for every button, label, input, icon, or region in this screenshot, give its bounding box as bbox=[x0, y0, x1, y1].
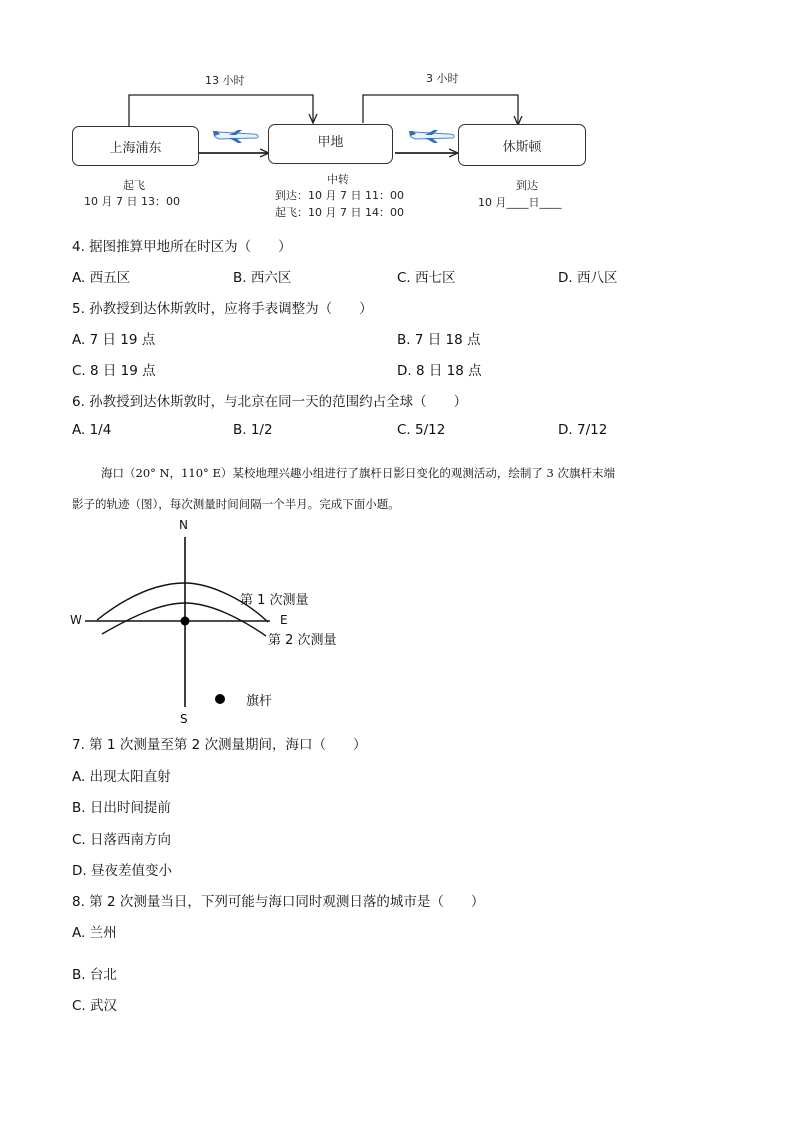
q4-option-d: D. 西八区 bbox=[558, 270, 618, 286]
q4-option-a: A. 西五区 bbox=[72, 270, 131, 286]
q4-option-b: B. 西六区 bbox=[233, 270, 292, 286]
q6-option-a: A. 1/4 bbox=[72, 422, 112, 438]
west-label: W bbox=[70, 613, 82, 627]
q7-option-b: B. 日出时间提前 bbox=[72, 800, 171, 816]
q7-stem: 7. 第 1 次测量至第 2 次测量期间，海口（ ） bbox=[72, 737, 367, 753]
shanghai-note-time: 10 月 7 日 13：00 bbox=[84, 195, 180, 208]
q4-option-c: C. 西七区 bbox=[397, 270, 456, 286]
q4-stem: 4. 据图推算甲地所在时区为（ ） bbox=[72, 239, 292, 255]
arrow-3h-label: 3 小时 bbox=[426, 72, 459, 85]
q5-stem: 5. 孙教授到达休斯敦时，应将手表调整为（ ） bbox=[72, 301, 373, 317]
flagpole-legend-label: 旗杆 bbox=[246, 694, 273, 709]
jiadi-note-transfer: 中转 bbox=[327, 173, 349, 186]
q5-option-d: D. 8 日 18 点 bbox=[397, 363, 482, 379]
q6-stem: 6. 孙教授到达休斯敦时，与北京在同一天的范围约占全球（ ） bbox=[72, 394, 468, 410]
airplane-icon bbox=[213, 130, 258, 143]
q6-option-c: C. 5/12 bbox=[397, 422, 446, 438]
box-houston-label: 休斯顿 bbox=[502, 139, 542, 155]
box-shanghai-label: 上海浦东 bbox=[109, 140, 162, 156]
houston-note-time: 10 月____日____ bbox=[478, 196, 562, 209]
q6-option-d: D. 7/12 bbox=[558, 422, 608, 438]
q8-option-b: B. 台北 bbox=[72, 967, 117, 983]
east-label: E bbox=[280, 613, 288, 627]
legend-flagpole-dot bbox=[215, 694, 225, 704]
jiadi-note-arrive: 到达：10 月 7 日 11：00 bbox=[275, 189, 404, 202]
q6-option-b: B. 1/2 bbox=[233, 422, 273, 438]
q8-option-a: A. 兰州 bbox=[72, 925, 117, 941]
q8-stem: 8. 第 2 次测量当日，下列可能与海口同时观测日落的城市是（ ） bbox=[72, 894, 485, 910]
houston-note-arrive: 到达 bbox=[516, 179, 538, 192]
shanghai-note-takeoff: 起飞 bbox=[123, 179, 145, 192]
q7-option-a: A. 出现太阳直射 bbox=[72, 769, 171, 785]
box-jiadi bbox=[268, 124, 393, 164]
box-houston bbox=[458, 124, 586, 166]
box-shanghai bbox=[72, 126, 199, 166]
q7-option-c: C. 日落西南方向 bbox=[72, 832, 172, 848]
q5-option-a: A. 7 日 19 点 bbox=[72, 332, 156, 348]
north-label: N bbox=[179, 518, 188, 532]
q5-option-c: C. 8 日 19 点 bbox=[72, 363, 156, 379]
q7-option-d: D. 昼夜差值变小 bbox=[72, 863, 172, 879]
box-jiadi-label: 甲地 bbox=[317, 135, 344, 150]
passage-line-2: 影子的轨迹（图），每次测量时间间隔一个半月。完成下面小题。 bbox=[72, 497, 400, 511]
jiadi-note-depart: 起飞：10 月 7 日 14：00 bbox=[275, 206, 404, 219]
curve-1-label: 第 1 次测量 bbox=[240, 593, 309, 608]
south-label: S bbox=[180, 712, 188, 726]
passage-line-1: 海口（20° N，110° E）某校地理兴趣小组进行了旗杆日影日变化的观测活动，绘制了 3 次旗杆末端 bbox=[101, 466, 615, 480]
q5-option-b: B. 7 日 18 点 bbox=[397, 332, 481, 348]
bracket-arrow-13h bbox=[129, 95, 313, 126]
arrow-13h-label: 13 小时 bbox=[205, 74, 245, 87]
bracket-arrow-3h bbox=[363, 95, 518, 124]
curve-2-label: 第 2 次测量 bbox=[268, 633, 337, 648]
airplane-icon bbox=[409, 130, 454, 143]
q8-option-c: C. 武汉 bbox=[72, 998, 118, 1014]
flagpole-dot bbox=[181, 617, 190, 626]
